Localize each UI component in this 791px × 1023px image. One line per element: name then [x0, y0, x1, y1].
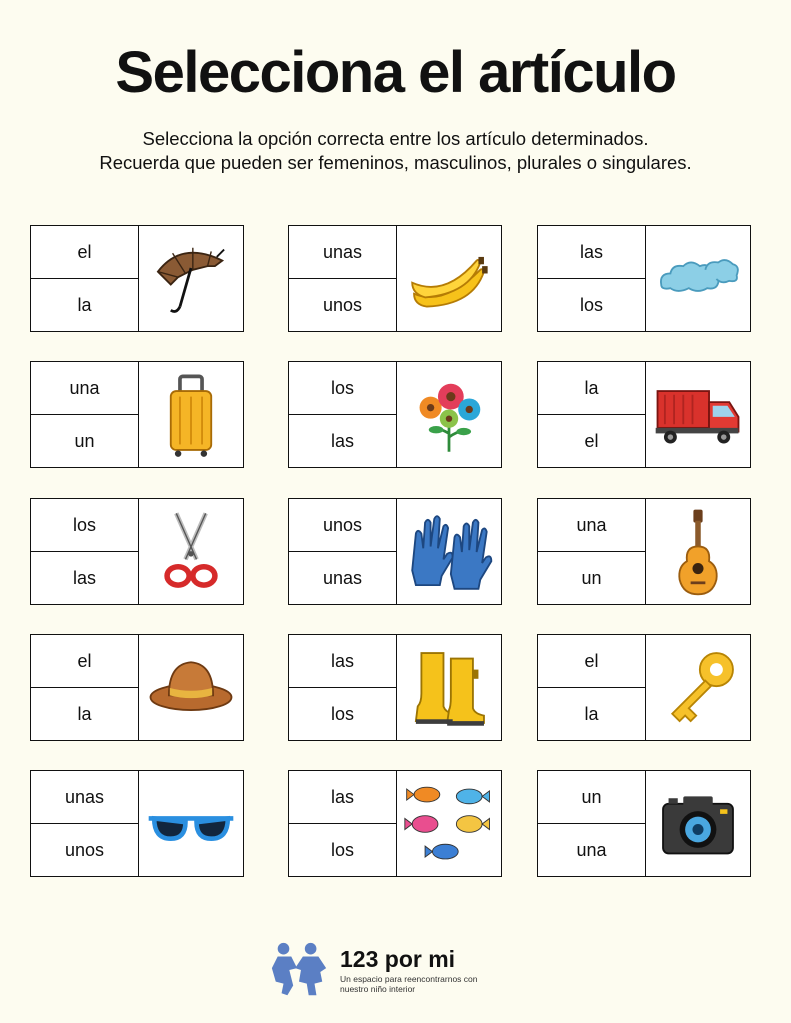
sunglasses-icon [139, 771, 243, 876]
option-button[interactable]: la [584, 377, 599, 398]
hat-icon [139, 635, 243, 740]
suitcase-icon [139, 362, 243, 467]
card-clouds [537, 225, 751, 332]
option-button[interactable]: el [584, 650, 599, 671]
truck-icon [646, 362, 750, 467]
scissors-icon [139, 499, 243, 604]
camera-icon [646, 771, 750, 876]
card-scissors [30, 498, 244, 605]
umbrella-icon [139, 226, 243, 331]
option-button[interactable]: las [330, 650, 354, 671]
kids-logo-icon [268, 939, 330, 1001]
key-icon [646, 635, 750, 740]
card-guitar [537, 498, 751, 605]
option-button[interactable]: unos [322, 514, 363, 535]
option-button[interactable]: unas [64, 786, 105, 807]
option-button[interactable]: los [330, 377, 354, 398]
option-button[interactable]: las [579, 241, 603, 262]
page-title: Selecciona el artículo [115, 40, 676, 105]
option-button[interactable]: las [31, 551, 138, 604]
clouds-icon [646, 226, 750, 331]
bananas-icon [397, 226, 501, 331]
card-fishes [288, 770, 502, 877]
option-button[interactable]: una [69, 377, 100, 398]
option-button[interactable]: los [289, 823, 396, 876]
flowers-icon [397, 362, 501, 467]
card-hat [30, 634, 244, 741]
card-gloves [288, 498, 502, 605]
card-truck [537, 361, 751, 468]
card-key [537, 634, 751, 741]
brand-name: 123 por mi [340, 946, 456, 972]
footer-brand [268, 937, 508, 1003]
option-button[interactable]: un [31, 414, 138, 467]
option-button[interactable]: la [31, 278, 138, 331]
card-suitcase [30, 361, 244, 468]
brand-tagline: Un espacio para reencontrarnos con nuestro niño interior [340, 974, 478, 994]
fishes-icon [397, 771, 501, 876]
option-button[interactable]: una [576, 514, 607, 535]
option-button[interactable]: la [538, 687, 645, 740]
option-button[interactable]: una [538, 823, 645, 876]
option-button[interactable]: las [289, 414, 396, 467]
option-button[interactable]: unos [289, 278, 396, 331]
option-button[interactable]: los [72, 514, 96, 535]
card-sunglasses [30, 770, 244, 877]
instructions-line-2: Recuerda que pueden ser femeninos, masculinos, plurales o singulares. [99, 152, 692, 173]
card-boots [288, 634, 502, 741]
option-button[interactable]: el [538, 414, 645, 467]
boots-icon [397, 635, 501, 740]
instructions-line-1: Selecciona la opción correcta entre los artículo determinados. [142, 128, 649, 149]
option-button[interactable]: los [538, 278, 645, 331]
option-button[interactable]: los [289, 687, 396, 740]
card-umbrella [30, 225, 244, 332]
option-button[interactable]: unas [289, 551, 396, 604]
guitar-icon [646, 499, 750, 604]
option-button[interactable]: las [330, 786, 354, 807]
card-flowers [288, 361, 502, 468]
option-button[interactable]: el [77, 650, 92, 671]
option-button[interactable]: un [538, 551, 645, 604]
option-button[interactable]: unos [31, 823, 138, 876]
option-button[interactable]: un [581, 786, 602, 807]
card-bananas [288, 225, 502, 332]
option-button[interactable]: la [31, 687, 138, 740]
option-button[interactable]: unas [322, 241, 363, 262]
instructions [0, 127, 791, 175]
card-camera [537, 770, 751, 877]
option-button[interactable]: el [77, 241, 92, 262]
gloves-icon [397, 499, 501, 604]
